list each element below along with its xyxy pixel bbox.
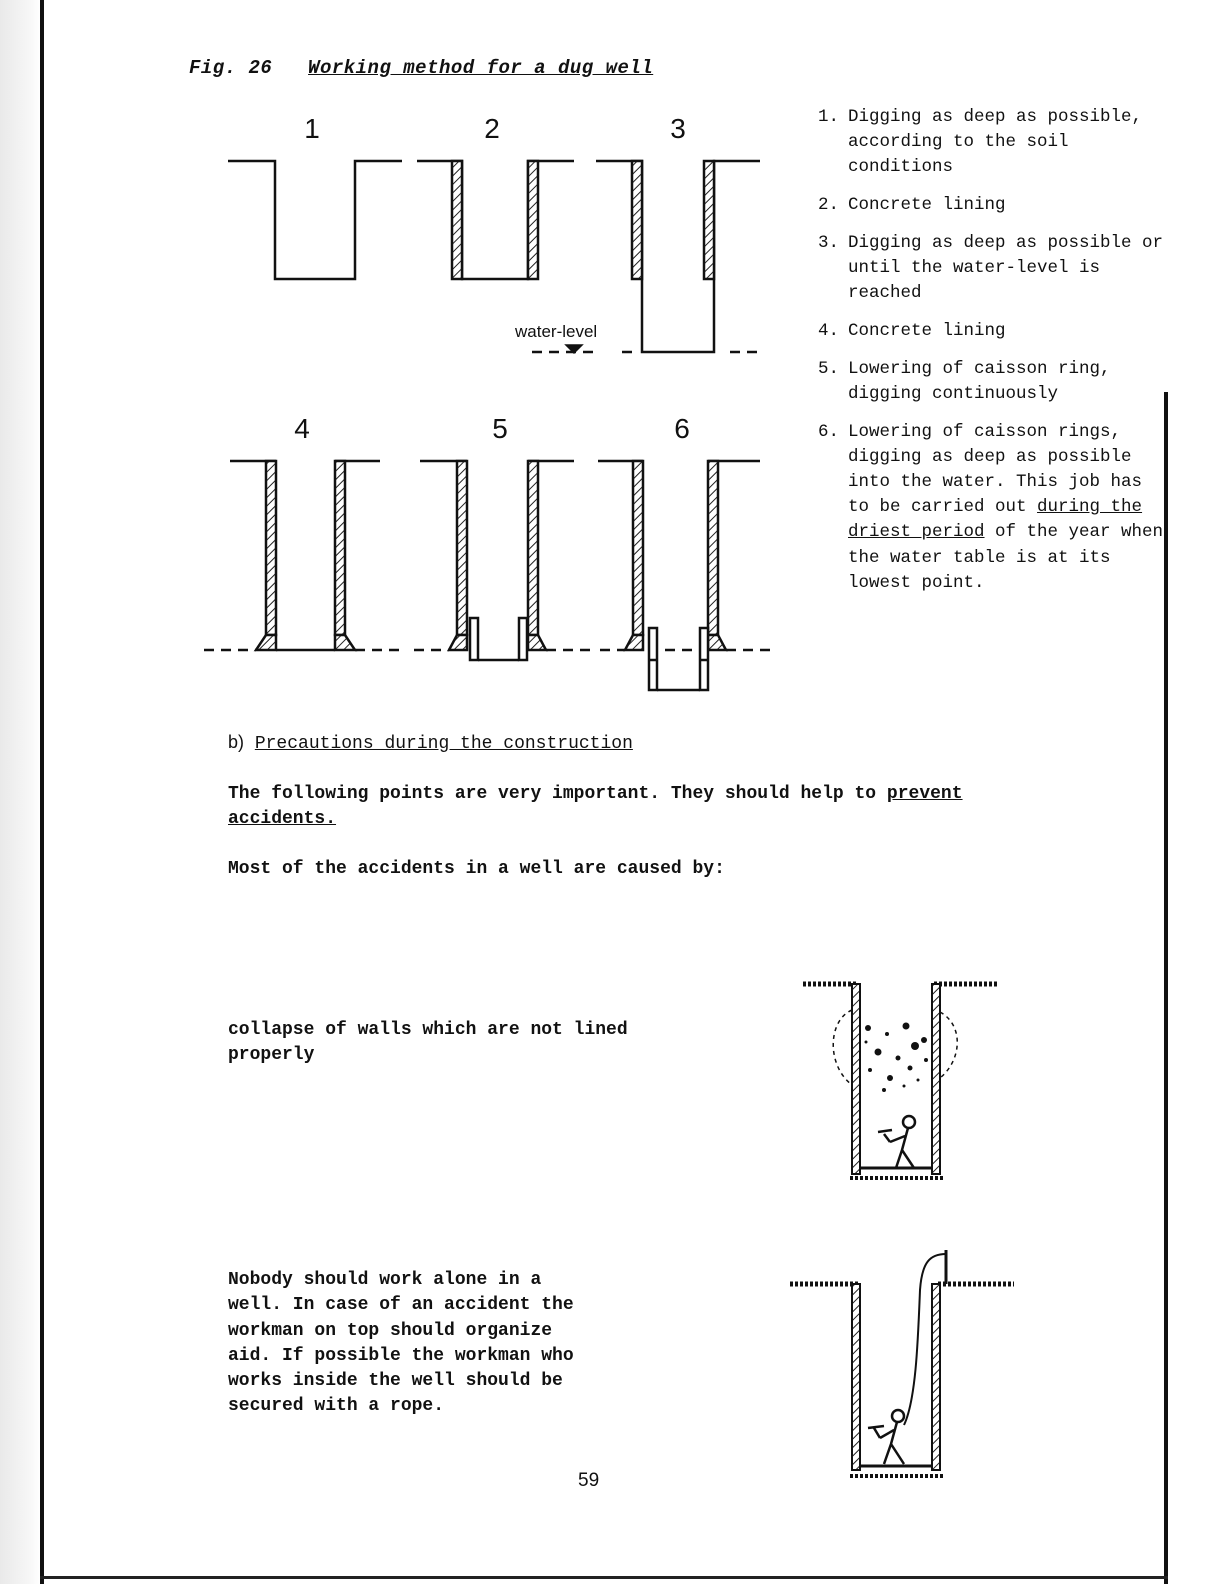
procedure-step: 4. Concrete lining xyxy=(818,320,1006,341)
stage-6-left-lining xyxy=(633,461,643,635)
collapse-illustration xyxy=(803,984,998,1178)
procedure-step: 2. Concrete lining xyxy=(818,195,1006,216)
stage-6-right-lining xyxy=(708,461,718,635)
cause-item-working-alone: Nobody should work alone in a well. In case of an accident the workman on top should organize aid. If possible the workman who works inside the well should be secured with a rope. xyxy=(228,1270,574,1417)
rope-illustration xyxy=(790,1250,1014,1476)
stage-number-2: 2 xyxy=(484,113,500,144)
page-number: 59 xyxy=(578,1470,600,1491)
procedure-step: 6. Lowering of caisson rings, digging as deep as possible into the water. This job has to be carried out during the driest period of the year when the water table is at its lowest point. xyxy=(818,421,1164,593)
stage-number-5: 5 xyxy=(492,413,508,444)
section-heading xyxy=(228,732,633,754)
stage-4-right-footing xyxy=(335,635,355,650)
stage-3-right-lining xyxy=(704,161,714,279)
stage-1-pit xyxy=(228,161,402,279)
stage-3-pit xyxy=(596,161,760,352)
stage-5-caisson-right xyxy=(519,618,527,660)
stage-6-left-footing xyxy=(625,635,643,650)
stage-5-right-lining xyxy=(528,461,538,635)
stage-6-right-footing xyxy=(708,635,726,650)
stage-5-right-footing xyxy=(528,635,546,650)
cause-item-collapse: collapse of walls which are not lined properly xyxy=(228,1020,628,1065)
stage-2-left-lining xyxy=(452,161,462,279)
figure-label: Fig. 26 xyxy=(189,57,273,79)
stage-number-3: 3 xyxy=(670,113,686,144)
stage-5-caisson-left xyxy=(470,618,478,660)
stage-2-right-lining xyxy=(528,161,538,279)
stage-4-left-lining xyxy=(266,461,276,635)
worker-figure-icon xyxy=(868,1410,904,1464)
stage-5-left-lining xyxy=(457,461,467,635)
figure-caption: Working method for a dug well xyxy=(308,57,654,79)
stage-4-left-footing xyxy=(256,635,276,650)
stage-number-1: 1 xyxy=(304,113,320,144)
stage-4-right-lining xyxy=(335,461,345,635)
section-label: b) xyxy=(228,732,245,752)
intro-paragraph: The following points are very important. They should help to prevent accidents. xyxy=(228,784,963,829)
procedure-step: 5. Lowering of caisson ring, digging continuously xyxy=(818,358,1111,404)
water-level-label: water-level xyxy=(515,322,598,341)
stage-2-pit xyxy=(417,161,574,279)
procedure-step: 1. Digging as deep as possible, according to the soil conditions xyxy=(818,107,1143,178)
procedure-steps-list xyxy=(818,105,1168,608)
stage-5-left-footing xyxy=(449,635,467,650)
stage-3-left-lining xyxy=(632,161,642,279)
stage-number-4: 4 xyxy=(294,413,310,444)
stage-number-6: 6 xyxy=(674,413,690,444)
worker-figure-icon xyxy=(878,1116,915,1168)
section-title: Precautions during the construction xyxy=(254,734,633,754)
procedure-step: 3. Digging as deep as possible or until the water-level is reached xyxy=(818,232,1164,304)
lead-paragraph: Most of the accidents in a well are caused by: xyxy=(228,859,725,879)
